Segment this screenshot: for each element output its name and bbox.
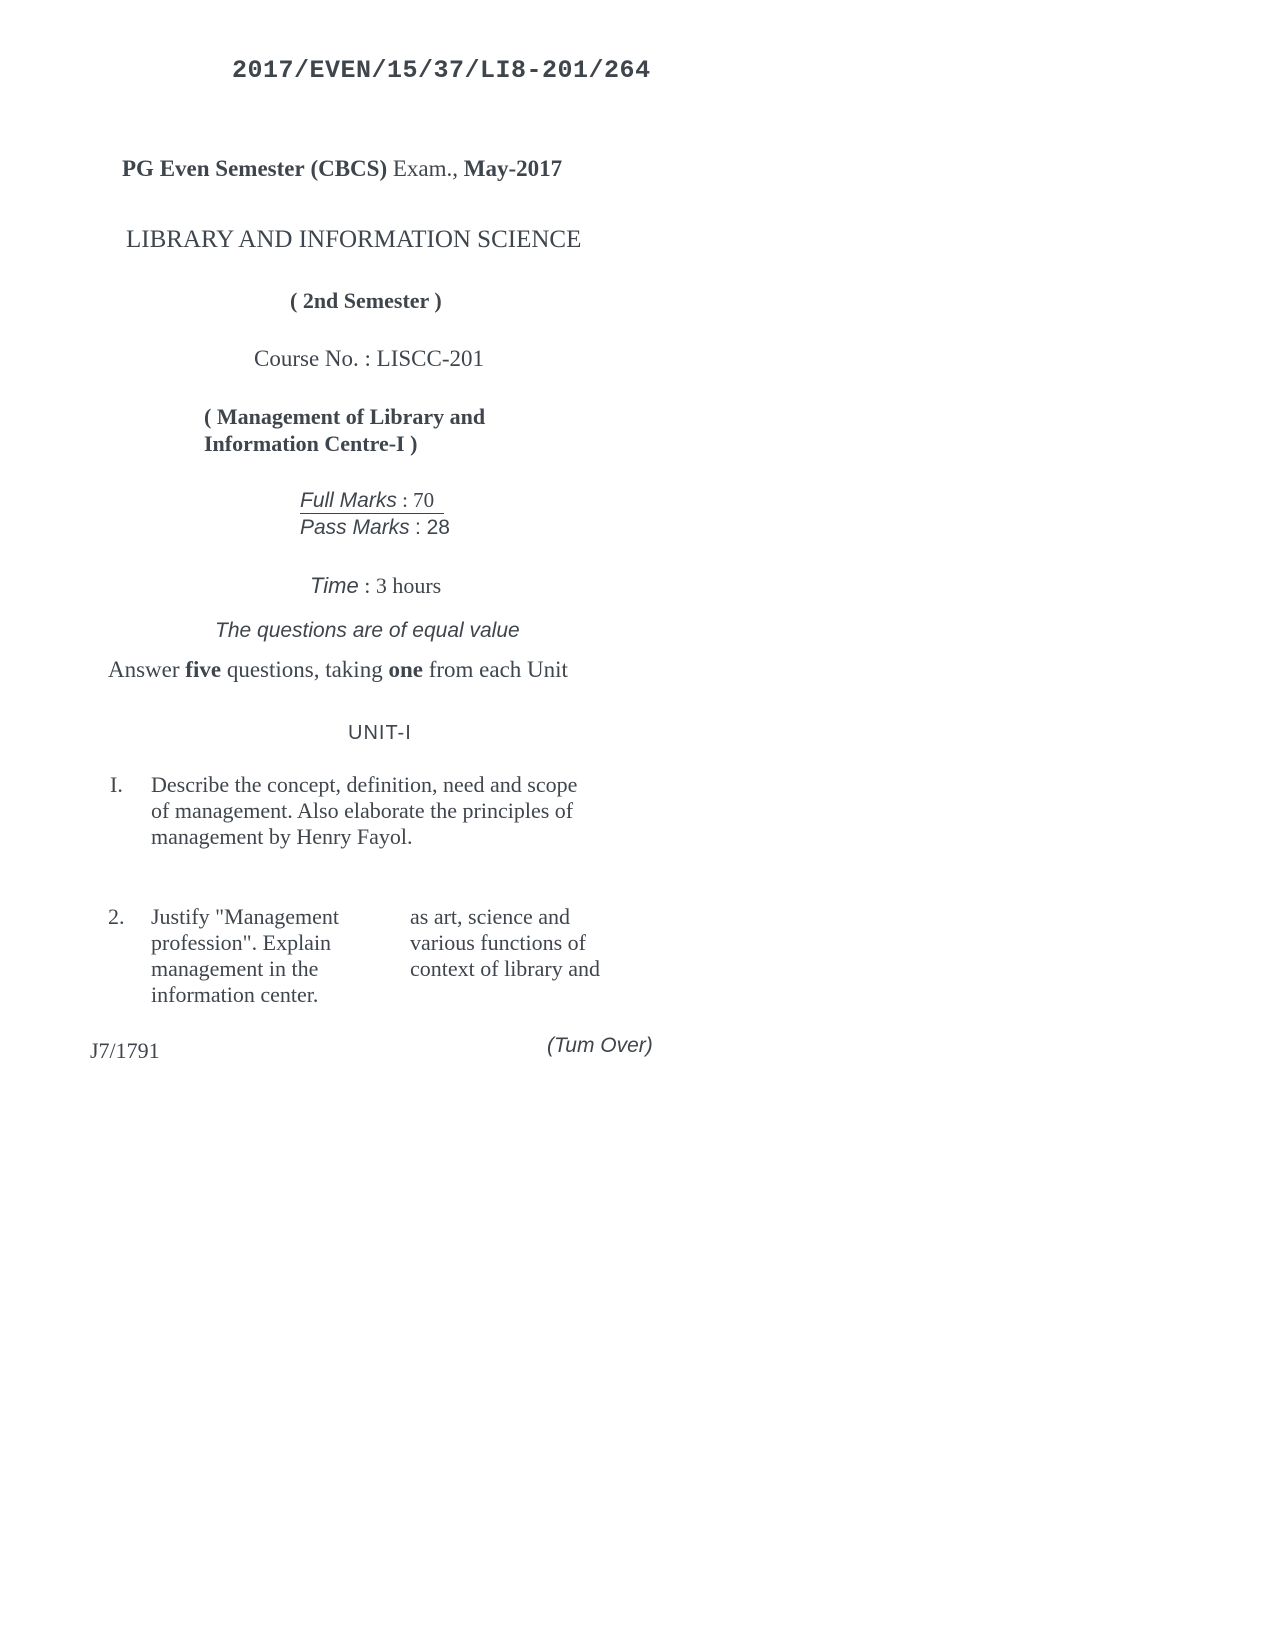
question-2-left-line-1: Justify "Management [151, 904, 339, 929]
course-number: Course No. : LISCC-201 [254, 346, 484, 371]
time-value: : 3 hours [364, 573, 442, 598]
question-2-number: 2. [108, 904, 125, 929]
answer-part-2: five [185, 657, 222, 682]
question-2-right-line-1: as art, science and [410, 904, 571, 929]
answer-part-1: Answer [108, 657, 180, 682]
exam-title-part4: May-2017 [463, 156, 563, 181]
question-2-left-line-3: management in the [151, 956, 319, 981]
full-marks [300, 488, 444, 514]
answer-part-5: from each Unit [428, 657, 568, 682]
turn-over-label: (Tum Over) [547, 1034, 653, 1057]
question-2-left-column [151, 904, 339, 1008]
answer-part-3: questions, taking [226, 657, 383, 682]
question-2-left-line-4: information center. [151, 982, 319, 1007]
paper-title-line-2: Information Centre-I ) [204, 431, 418, 456]
paper-code: 2017/EVEN/15/37/LI8-201/264 [232, 56, 651, 85]
exam-title [122, 156, 562, 182]
pass-marks-value: : 28 [414, 516, 450, 539]
pass-marks [300, 515, 450, 540]
answer-part-4: one [388, 657, 423, 682]
pass-marks-label: Pass Marks [300, 516, 410, 539]
exam-title-part3: Exam., [392, 156, 459, 181]
question-1-line-1: Describe the concept, definition, need and scope [151, 772, 578, 797]
question-2-left-line-2: profession". Explain [151, 930, 332, 955]
paper-title [204, 403, 485, 457]
semester-label: ( 2nd Semester ) [290, 288, 442, 313]
full-marks-label: Full Marks [300, 489, 397, 512]
paper-title-line-1: ( Management of Library and [204, 404, 486, 429]
exam-title-part1: PG Even Semester [122, 156, 305, 181]
answer-instruction [108, 657, 568, 683]
subject-title: LIBRARY AND INFORMATION SCIENCE [126, 226, 582, 253]
full-marks-value: : 70 [402, 488, 435, 512]
question-2-right-line-2: various functions of [410, 930, 586, 955]
question-2-right-column [410, 904, 600, 982]
unit-heading: UNIT-I [348, 722, 412, 744]
question-1-number: I. [110, 772, 123, 797]
time-label: Time [310, 573, 359, 598]
question-1-line-2: of management. Also elaborate the principles of [151, 798, 574, 823]
equal-value-note: The questions are of equal value [215, 619, 520, 642]
exam-title-part2: (CBCS) [310, 156, 388, 181]
question-1-text [151, 772, 577, 850]
footer-code: J7/1791 [90, 1038, 160, 1063]
question-2-right-line-3: context of library and [410, 956, 600, 981]
question-1-line-3: management by Henry Fayol. [151, 824, 413, 849]
time-allowed [310, 573, 441, 599]
